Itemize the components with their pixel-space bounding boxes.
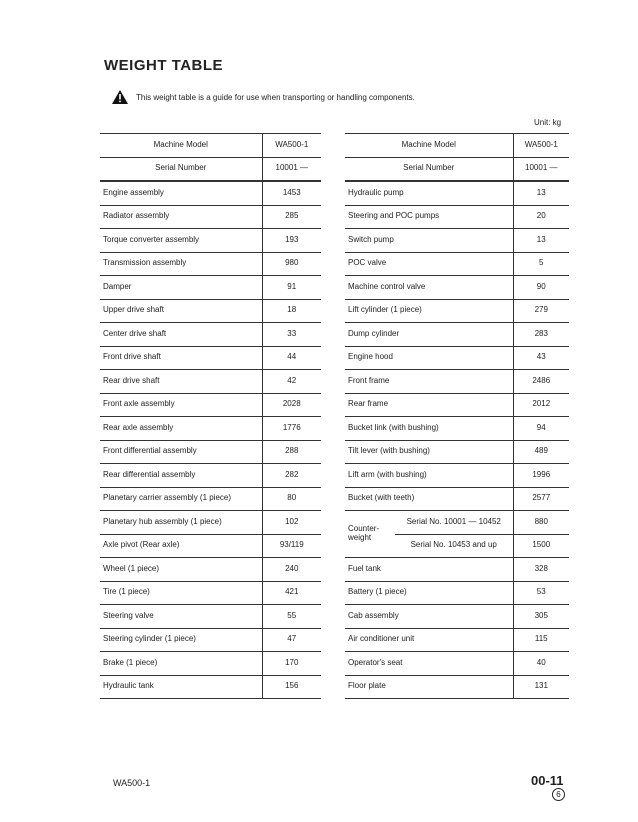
table-row [100,252,321,276]
component-weight: 282 [262,464,321,488]
component-weight: 53 [513,581,569,605]
component-name: Rear axle assembly [100,417,262,441]
table-row [100,558,321,582]
counterweight-label: Counter- weight [345,511,395,558]
component-weight: 80 [262,487,321,511]
component-name: Tire (1 piece) [100,581,262,605]
table-row [100,534,321,558]
table-row [345,464,569,488]
header-serial-label: Serial Number [345,157,513,181]
component-weight: 285 [262,205,321,229]
component-name: Rear differential assembly [100,464,262,488]
component-weight: 5 [513,252,569,276]
component-name: Air conditioner unit [345,628,513,652]
table-row [345,581,569,605]
table-row [345,252,569,276]
component-weight: 115 [513,628,569,652]
table-row [100,276,321,300]
table-row [345,628,569,652]
counterweight-serial: Serial No. 10453 and up [395,534,513,558]
component-weight: 421 [262,581,321,605]
component-weight: 1996 [513,464,569,488]
component-name: Lift arm (with bushing) [345,464,513,488]
table-row [345,323,569,347]
page-title: WEIGHT TABLE [104,57,224,74]
component-name: Floor plate [345,675,513,699]
revision-mark: 6 [552,788,565,801]
component-weight: 2012 [513,393,569,417]
table-row [100,181,321,205]
counterweight-weight: 880 [513,511,569,535]
component-name: Axle pivot (Rear axle) [100,534,262,558]
component-weight: 44 [262,346,321,370]
table-row [100,605,321,629]
table-row [100,370,321,394]
table-row [100,299,321,323]
component-name: Steering cylinder (1 piece) [100,628,262,652]
header-model-value: WA500-1 [513,134,569,158]
table-row [345,487,569,511]
component-name: Torque converter assembly [100,229,262,253]
table-row [345,346,569,370]
component-weight: 1776 [262,417,321,441]
component-name: Wheel (1 piece) [100,558,262,582]
warning-text: This weight table is a guide for use when transporting or handling components. [136,93,415,102]
table-row [100,393,321,417]
table-row [345,229,569,253]
component-weight: 18 [262,299,321,323]
header-serial-value: 10001 — [513,157,569,181]
header-row-serial [345,157,569,181]
component-name: Planetary hub assembly (1 piece) [100,511,262,535]
component-name: Front differential assembly [100,440,262,464]
component-name: Brake (1 piece) [100,652,262,676]
component-weight: 193 [262,229,321,253]
component-name: Machine control valve [345,276,513,300]
component-name: Dump cylinder [345,323,513,347]
component-name: Engine hood [345,346,513,370]
component-name: Tilt lever (with bushing) [345,440,513,464]
component-name: Bucket (with teeth) [345,487,513,511]
component-name: Planetary carrier assembly (1 piece) [100,487,262,511]
table-row [100,464,321,488]
header-model-label: Machine Model [100,134,262,158]
table-row [100,205,321,229]
component-weight: 305 [513,605,569,629]
header-row-model [100,134,321,158]
header-row-model [345,134,569,158]
table-row [345,558,569,582]
table-row [100,511,321,535]
component-weight: 2028 [262,393,321,417]
table-row [345,440,569,464]
component-name: Transmission assembly [100,252,262,276]
component-name: Lift cylinder (1 piece) [345,299,513,323]
component-name: Center drive shaft [100,323,262,347]
component-weight: 90 [513,276,569,300]
header-model-value: WA500-1 [262,134,321,158]
table-row [100,229,321,253]
component-weight: 156 [262,675,321,699]
component-weight: 47 [262,628,321,652]
component-weight: 170 [262,652,321,676]
component-weight: 40 [513,652,569,676]
component-weight: 2486 [513,370,569,394]
table-row [345,605,569,629]
component-name: POC valve [345,252,513,276]
footer-model: WA500-1 [113,778,151,788]
component-weight: 288 [262,440,321,464]
component-weight: 91 [262,276,321,300]
component-name: Damper [100,276,262,300]
table-row [100,440,321,464]
component-name: Battery (1 piece) [345,581,513,605]
component-name: Steering and POC pumps [345,205,513,229]
table-row [345,393,569,417]
weight-table-left [100,133,321,699]
component-weight: 328 [513,558,569,582]
component-weight: 55 [262,605,321,629]
table-row [345,652,569,676]
table-row [345,370,569,394]
component-name: Rear drive shaft [100,370,262,394]
header-serial-label: Serial Number [100,157,262,181]
component-weight: 980 [262,252,321,276]
table-row [345,417,569,441]
table-row [100,652,321,676]
weight-table-right [345,133,569,699]
unit-label: Unit: kg [534,118,562,127]
table-row [100,581,321,605]
component-weight: 1453 [262,181,321,205]
component-name: Hydraulic pump [345,181,513,205]
table-row [345,675,569,699]
component-weight: 43 [513,346,569,370]
component-weight: 13 [513,181,569,205]
header-serial-value: 10001 — [262,157,321,181]
table-row [345,276,569,300]
component-weight: 42 [262,370,321,394]
component-weight: 283 [513,323,569,347]
component-name: Switch pump [345,229,513,253]
table-row [345,181,569,205]
component-weight: 13 [513,229,569,253]
counterweight-row [345,511,569,535]
component-name: Rear frame [345,393,513,417]
table-row [100,675,321,699]
component-name: Front axle assembly [100,393,262,417]
component-weight: 102 [262,511,321,535]
table-row [100,346,321,370]
table-row [100,487,321,511]
warning-icon [112,90,128,104]
component-weight: 279 [513,299,569,323]
component-weight: 240 [262,558,321,582]
footer-page-number: 00-11 [531,773,564,788]
component-weight: 93/119 [262,534,321,558]
component-name: Radiator assembly [100,205,262,229]
component-name: Front drive shaft [100,346,262,370]
counterweight-serial: Serial No. 10001 — 10452 [395,511,513,535]
component-name: Fuel tank [345,558,513,582]
counterweight-weight: 1500 [513,534,569,558]
component-name: Operator's seat [345,652,513,676]
table-row [345,205,569,229]
component-weight: 489 [513,440,569,464]
component-name: Front frame [345,370,513,394]
table-row [100,628,321,652]
component-weight: 2577 [513,487,569,511]
header-model-label: Machine Model [345,134,513,158]
component-weight: 131 [513,675,569,699]
component-name: Cab assembly [345,605,513,629]
component-name: Bucket link (with bushing) [345,417,513,441]
component-weight: 33 [262,323,321,347]
table-row [345,299,569,323]
component-name: Engine assembly [100,181,262,205]
component-name: Upper drive shaft [100,299,262,323]
component-name: Steering valve [100,605,262,629]
component-weight: 20 [513,205,569,229]
header-row-serial [100,157,321,181]
component-weight: 94 [513,417,569,441]
table-row [100,417,321,441]
table-row [100,323,321,347]
component-name: Hydraulic tank [100,675,262,699]
